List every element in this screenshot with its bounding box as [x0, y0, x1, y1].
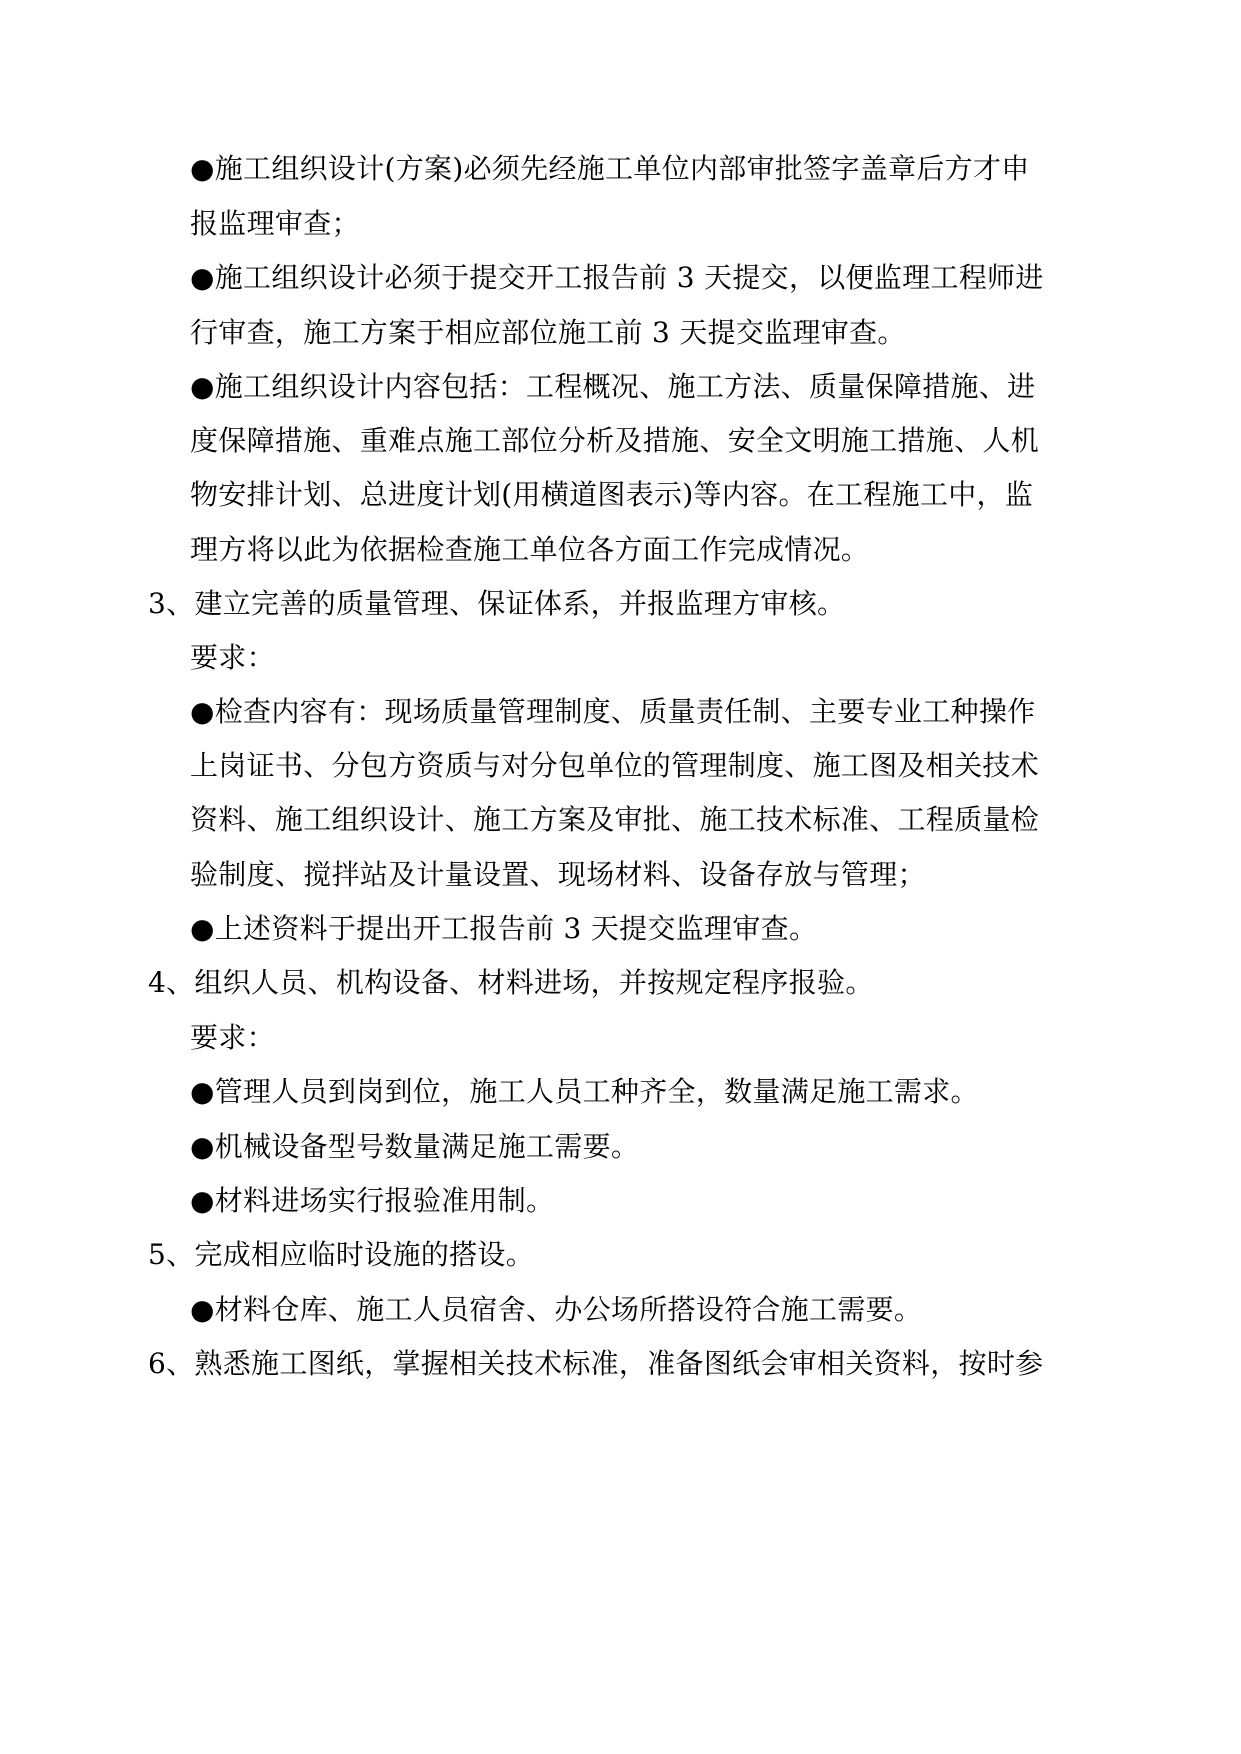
text-line-2: 报监理审查； [190, 207, 360, 240]
text-line-20: ●材料进场实行报验准用制。 [190, 1184, 555, 1217]
text-line-7: 物安排计划、总进度计划(用横道图表示)等内容。在工程施工中，监 [190, 478, 1034, 511]
text-line-1: ●施工组织设计(方案)必须先经施工单位内部审批签字盖章后方才申 [190, 152, 1030, 185]
requirements-label-4: 要求： [190, 1021, 275, 1054]
text-line-4: 行审查，施工方案于相应部位施工前 3 天提交监理审查。 [190, 316, 906, 349]
text-line-8: 理方将以此为依据检查施工单位各方面工作完成情况。 [190, 533, 870, 566]
text-line-15: ●上述资料于提出开工报告前 3 天提交监理审查。 [190, 912, 818, 945]
text-line-5: ●施工组织设计内容包括：工程概况、施工方法、质量保障措施、进 [190, 370, 1036, 403]
requirements-label-3: 要求： [190, 641, 275, 674]
text-line-11: ●检查内容有：现场质量管理制度、质量责任制、主要专业工种操作 [190, 695, 1036, 728]
text-line-19: ●机械设备型号数量满足施工需要。 [190, 1130, 640, 1163]
section-heading-5: 5、完成相应临时设施的搭设。 [148, 1238, 535, 1271]
text-line-18: ●管理人员到岗到位，施工人员工种齐全，数量满足施工需求。 [190, 1075, 979, 1108]
section-heading-4: 4、组织人员、机构设备、材料进场，并按规定程序报验。 [148, 966, 874, 999]
text-line-6: 度保障措施、重难点施工部位分析及措施、安全文明施工措施、人机 [190, 424, 1040, 457]
text-line-12: 上岗证书、分包方资质与对分包单位的管理制度、施工图及相关技术 [190, 749, 1040, 782]
text-line-3: ●施工组织设计必须于提交开工报告前 3 天提交，以便监理工程师进 [190, 261, 1044, 294]
section-heading-3: 3、建立完善的质量管理、保证体系，并报监理方审核。 [148, 587, 846, 620]
text-line-13: 资料、施工组织设计、施工方案及审批、施工技术标准、工程质量检 [190, 803, 1040, 836]
text-line-22: ●材料仓库、施工人员宿舍、办公场所搭设符合施工需要。 [190, 1293, 923, 1326]
text-line-14: 验制度、搅拌站及计量设置、现场材料、设备存放与管理； [190, 858, 926, 891]
section-heading-6: 6、熟悉施工图纸，掌握相关技术标准，准备图纸会审相关资料，按时参 [148, 1347, 1044, 1380]
